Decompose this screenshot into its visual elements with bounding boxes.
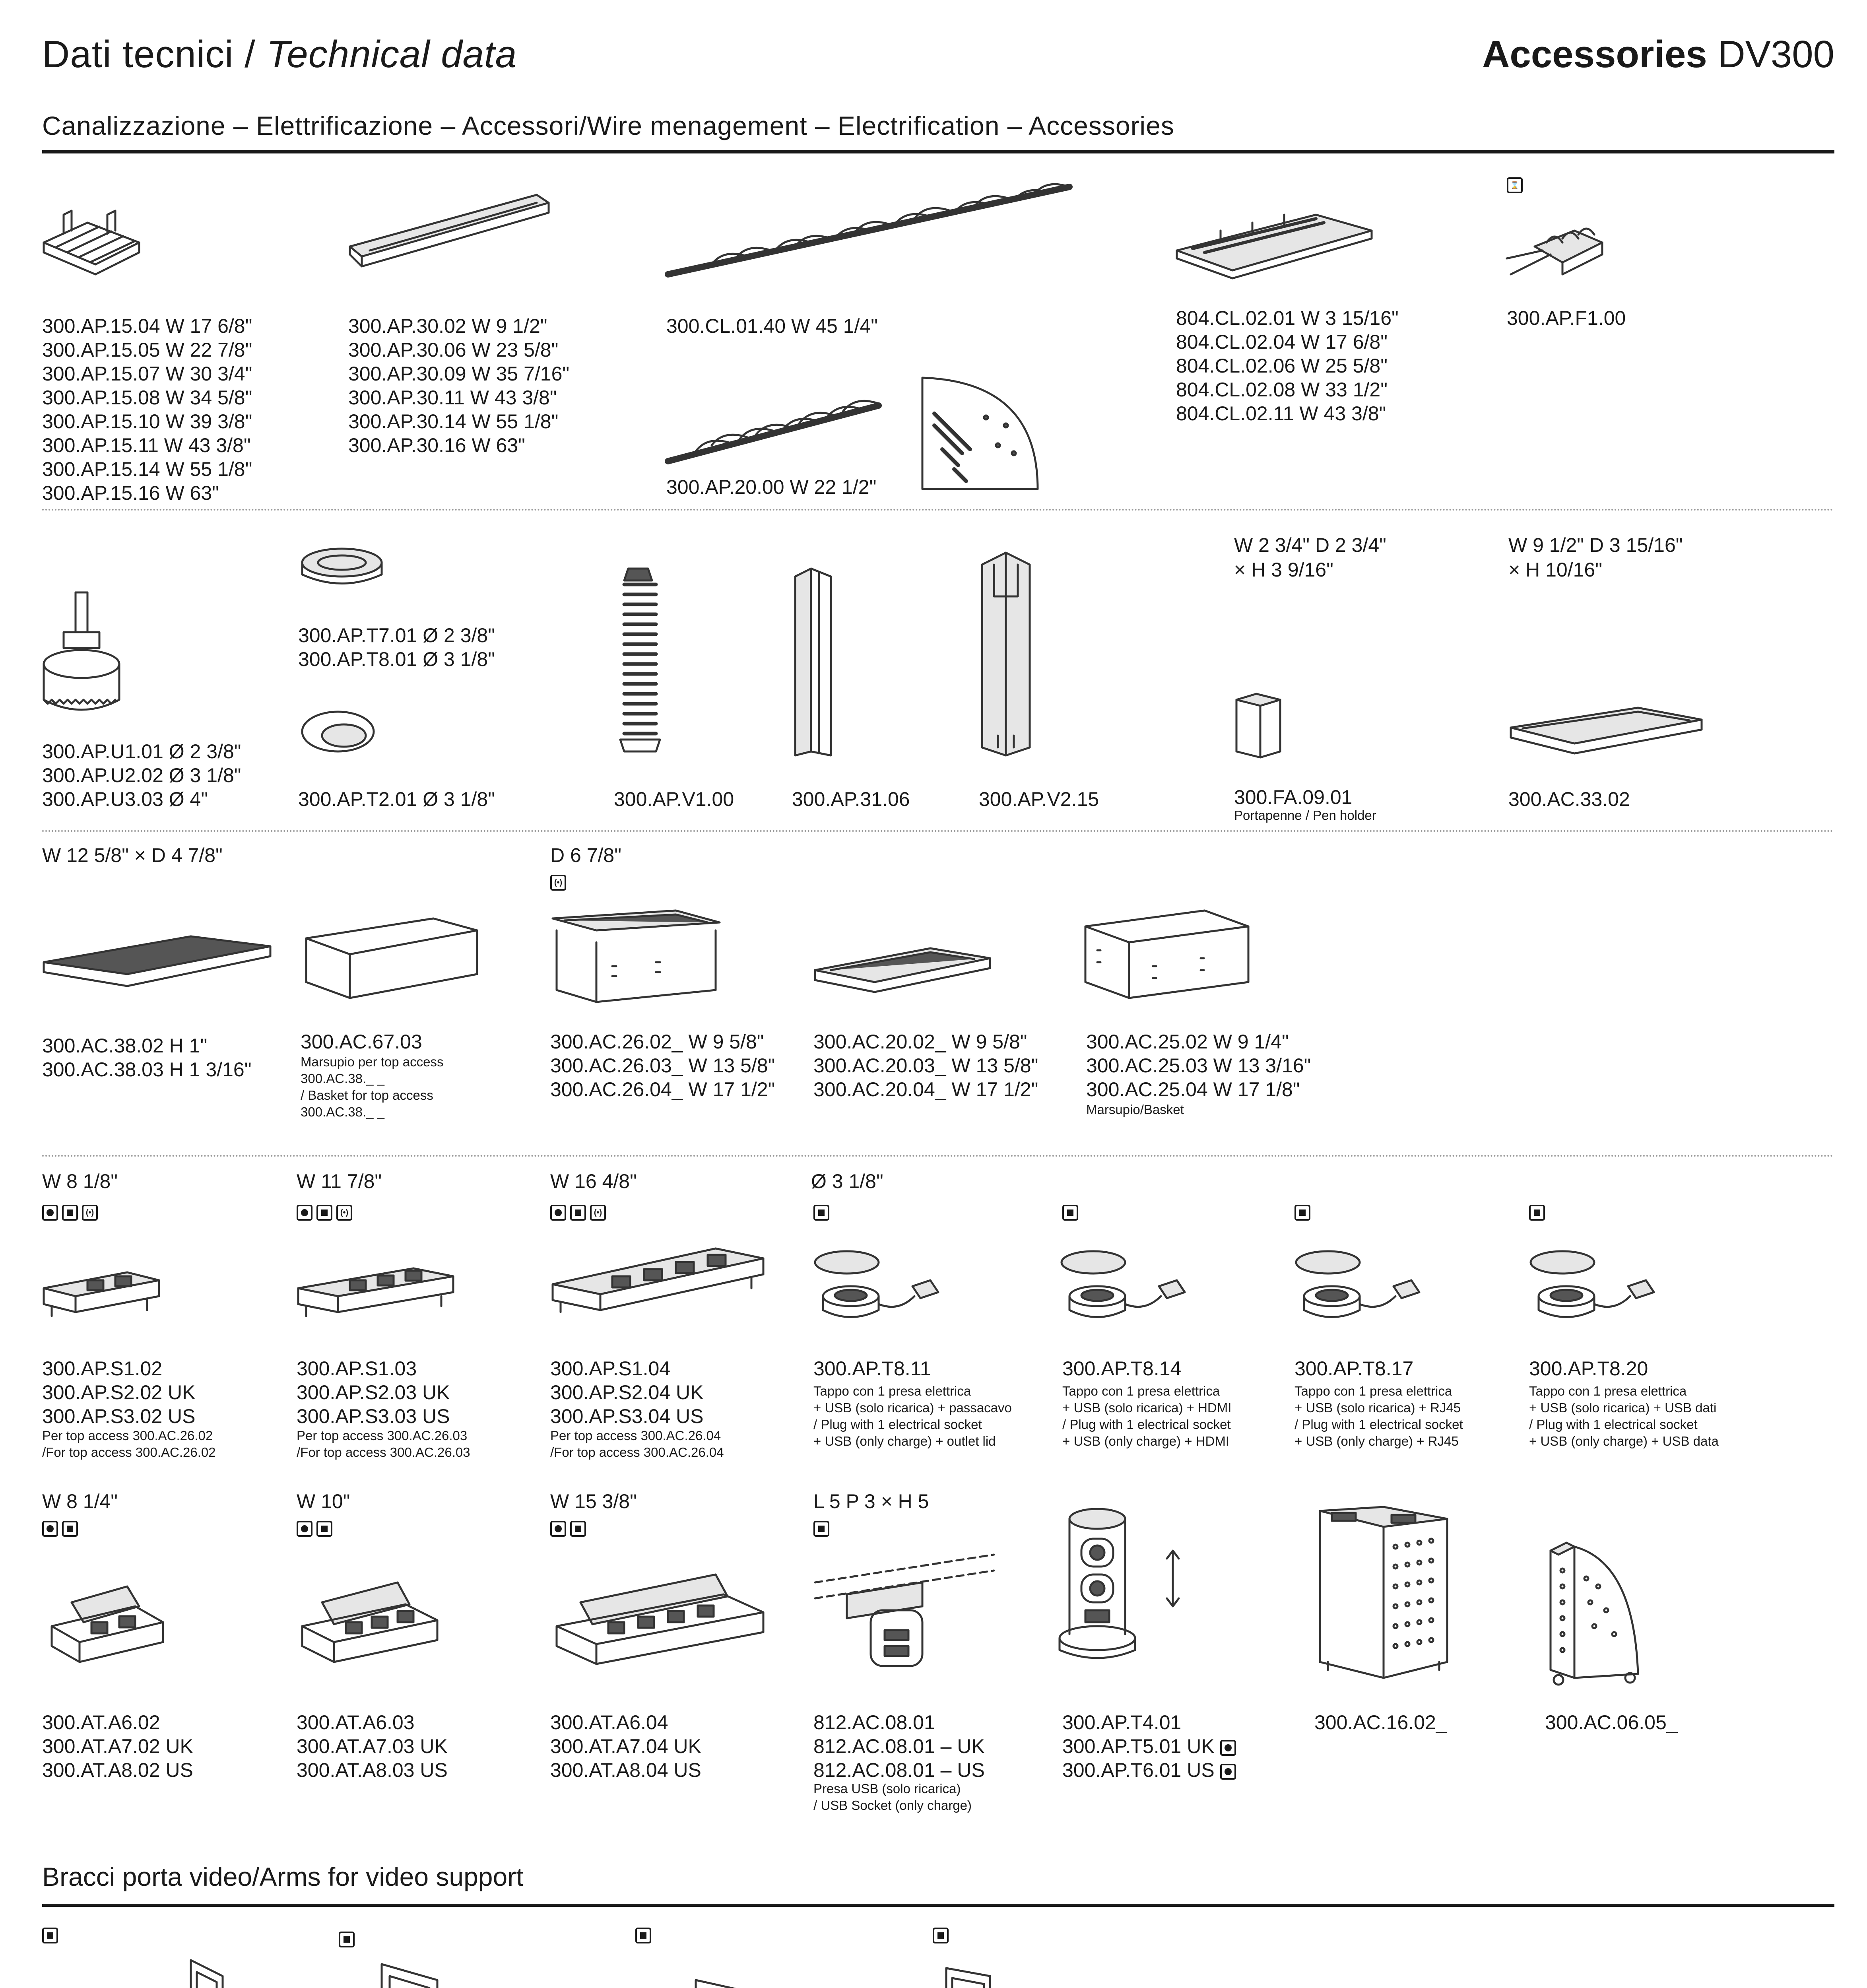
s1-description [42, 1427, 216, 1461]
clip-availability-icons [1507, 177, 1523, 193]
s1-desc-line: /For top access 300.AC.26.02 [42, 1445, 216, 1460]
a2-code: 300.AT.A7.03 UK [297, 1735, 448, 1757]
usb-socket-drawing [811, 1551, 1002, 1678]
grommet2-code: 300.AP.T2.01 Ø 3 1/8" [298, 788, 495, 810]
not-in-prompt-delivery-icon [316, 1205, 332, 1221]
t4-code: 300.AP.T8.20 [1529, 1357, 1648, 1380]
flip-up-box-a3-drawing [549, 1567, 771, 1670]
channel-code: 300.AP.30.09 W 35 7/16" [348, 363, 570, 385]
not-in-prompt-delivery-icon [316, 1521, 332, 1537]
cable-clip-drawing [1503, 223, 1606, 286]
flip-up-box-a1-drawing [44, 1578, 171, 1670]
not-in-prompt-delivery-icon [813, 1205, 829, 1221]
brand-regular: DV300 [1707, 33, 1834, 76]
clip-code: 300.AP.F1.00 [1507, 307, 1626, 329]
flip-up-box-a2-drawing [294, 1574, 445, 1670]
brand-title [1482, 33, 1834, 76]
s3-code-list [550, 1357, 703, 1428]
s2-code: 300.AP.S1.03 [297, 1357, 417, 1380]
t2-icons [1062, 1205, 1078, 1221]
topaccess-icons [550, 875, 566, 891]
row-divider [42, 1155, 1834, 1157]
pop-up-tower-drawing [1058, 1503, 1193, 1678]
dynamic-arm-drawing [40, 1952, 278, 1988]
profile-drawing [787, 565, 839, 759]
not-in-prompt-delivery-icon [62, 1521, 78, 1537]
tray-code-list [1176, 306, 1399, 425]
popup-code [1062, 1734, 1236, 1758]
popup-code: 300.AP.T4.01 [1062, 1711, 1182, 1734]
not-in-prompt-delivery-icon [1062, 1205, 1078, 1221]
marsupio-description: Marsupio/Basket [1086, 1102, 1184, 1117]
slotted-flap-drawing [40, 930, 278, 990]
not-in-prompt-delivery-icon [42, 1928, 58, 1943]
top-access-flat-drawing [811, 942, 994, 998]
marsupio-code: 300.AC.25.03 W 13 3/16" [1086, 1054, 1311, 1077]
cpu-holder-code: 300.AC.06.05_ [1545, 1711, 1678, 1734]
topaccess2-code: 300.AC.20.02_ W 9 5/8" [813, 1031, 1027, 1053]
row-divider [42, 830, 1834, 832]
basket-code: 300.AP.15.08 W 34 5/8" [42, 386, 252, 409]
a1-dimensions: W 8 1/4" [42, 1490, 118, 1512]
video-section-title: Bracci porta video/Arms for video support [42, 1862, 524, 1891]
a2-code: 300.AT.A6.03 [297, 1711, 415, 1734]
s3-description [550, 1427, 724, 1461]
channel-code-list [348, 314, 569, 457]
not-in-prompt-delivery-icon [933, 1928, 949, 1943]
s2-icons [297, 1205, 352, 1221]
penholder-code: 300.FA.09.01 [1234, 786, 1353, 808]
basket-code-list [42, 314, 252, 505]
drill-code-list [42, 740, 241, 811]
not-in-prompt-delivery-icon [813, 1521, 829, 1537]
grommet-code-list [298, 623, 495, 671]
s2-code: 300.AP.S2.03 UK [297, 1381, 450, 1404]
section-subtitle: Canalizzazione – Elettrificazione – Accessori/Wire menagement – Electrification – Accessories [42, 111, 1174, 140]
s2-dimensions: W 11 7/8" [297, 1170, 382, 1192]
t4-desc-line: + USB (only charge) + USB data [1529, 1434, 1719, 1448]
drill-code: 300.AP.U3.03 Ø 4" [42, 788, 208, 810]
s3-code: 300.AP.S1.04 [550, 1357, 671, 1380]
brand-bold: Accessories [1482, 33, 1707, 76]
t3-desc-line: + USB (solo ricarica) + RJ45 [1294, 1400, 1461, 1415]
on-demand-icon [550, 1205, 566, 1221]
basket-code: 300.AP.15.11 W 43 3/8" [42, 434, 251, 456]
chain2-code: 300.AP.20.00 W 22 1/2" [666, 476, 877, 498]
a1-code: 300.AT.A7.02 UK [42, 1735, 193, 1757]
marsupio-code: 300.AC.25.02 W 9 1/4" [1086, 1031, 1289, 1053]
basket-code: 300.AP.15.10 W 39 3/8" [42, 410, 252, 433]
v1-icons [42, 1928, 58, 1943]
drill-code: 300.AP.U1.01 Ø 2 3/8" [42, 740, 241, 763]
a3-code-list [550, 1710, 701, 1782]
t2-desc-line: + USB (only charge) + HDMI [1062, 1434, 1229, 1448]
basket-code: 300.AP.15.04 W 17 6/8" [42, 315, 252, 337]
basket-desc-line: 300.AC.38._ _ [301, 1071, 384, 1086]
column-drawing [974, 549, 1038, 759]
t3-icons [1294, 1205, 1310, 1221]
spine-code: 300.AP.V1.00 [614, 788, 734, 810]
header-rule [42, 150, 1834, 153]
signal-icon: (•) [590, 1205, 606, 1221]
basket-tray-drawing [302, 914, 485, 1002]
t3-desc-line: + USB (only charge) + RJ45 [1294, 1434, 1459, 1448]
popup-code-list [1062, 1710, 1236, 1782]
t3-desc-line: Tappo con 1 presa elettrica [1294, 1384, 1452, 1398]
basket-code: 300.AC.67.03 [301, 1031, 422, 1053]
not-in-prompt-delivery-icon [635, 1928, 651, 1943]
flap-code: 300.AC.33.02 [1508, 788, 1630, 810]
a2-icons [297, 1521, 332, 1537]
grommet-code: 300.AP.T7.01 Ø 2 3/8" [298, 624, 495, 646]
s1-dimensions: W 8 1/8" [42, 1170, 118, 1192]
usb-code: 812.AC.08.01 [813, 1711, 935, 1734]
cpu-holder-drawing [1543, 1539, 1646, 1690]
basket-code: 300.AP.15.14 W 55 1/8" [42, 458, 252, 480]
t1-desc-line: / Plug with 1 electrical socket [813, 1417, 982, 1432]
channel-code: 300.AP.30.14 W 55 1/8" [348, 410, 559, 433]
usb-desc-line: Presa USB (solo ricarica) [813, 1781, 961, 1796]
video-section-rule [42, 1904, 1834, 1907]
t3-description [1294, 1383, 1463, 1450]
signal-icon: (•) [336, 1205, 352, 1221]
topaccess-code-list [550, 1030, 775, 1101]
plug-t3-drawing [1292, 1248, 1435, 1328]
top-access-drawing [549, 907, 724, 1006]
a1-code: 300.AT.A6.02 [42, 1711, 160, 1734]
basket-code: 300.AP.15.05 W 22 7/8" [42, 339, 252, 361]
not-in-prompt-delivery-icon [1529, 1205, 1545, 1221]
a3-code: 300.AT.A6.04 [550, 1711, 668, 1734]
on-demand-icon [42, 1205, 58, 1221]
usb-dimensions: L 5 P 3 × H 5 [813, 1490, 929, 1512]
marsupio-code: 300.AC.25.04 W 17 1/8" [1086, 1078, 1300, 1101]
penholder-dimensions [1234, 533, 1386, 582]
flap2-code: 300.AC.38.03 H 1 3/16" [42, 1058, 252, 1081]
profile-code: 300.AP.31.06 [792, 788, 910, 810]
popup-code [1062, 1758, 1236, 1782]
t4-desc-line: / Plug with 1 electrical socket [1529, 1417, 1698, 1432]
t1-desc-line: + USB (solo ricarica) + passacavo [813, 1400, 1012, 1415]
t4-desc-line: + USB (solo ricarica) + USB dati [1529, 1400, 1717, 1415]
cable-channel-drawing [346, 187, 553, 274]
usb-code: 812.AC.08.01 – UK [813, 1735, 985, 1757]
s3-desc-line: Per top access 300.AC.26.04 [550, 1428, 721, 1443]
t2-desc-line: / Plug with 1 electrical socket [1062, 1417, 1231, 1432]
usb-description [813, 1780, 972, 1814]
t1-description [813, 1383, 1012, 1450]
tray-code: 804.CL.02.01 W 3 15/16" [1176, 307, 1399, 329]
on-demand-icon [1220, 1764, 1236, 1780]
topaccess-code: 300.AC.26.02_ W 9 5/8" [550, 1031, 764, 1053]
topaccess-code: 300.AC.26.03_ W 13 5/8" [550, 1054, 775, 1077]
not-in-prompt-delivery-icon [339, 1932, 355, 1947]
s3-code: 300.AP.S3.04 US [550, 1405, 704, 1427]
channel-code: 300.AP.30.16 W 63" [348, 434, 525, 456]
basket-desc-line: 300.AC.38._ _ [301, 1105, 384, 1119]
v4-icons [933, 1928, 949, 1943]
popup-code-text: 300.AP.T6.01 US [1062, 1759, 1215, 1781]
a3-code: 300.AT.A7.04 UK [550, 1735, 701, 1757]
t3-code: 300.AP.T8.17 [1294, 1357, 1414, 1380]
usb-code: 812.AC.08.01 – US [813, 1759, 985, 1781]
t2-description [1062, 1383, 1231, 1450]
flap2-code-list [42, 1034, 251, 1081]
basket-description [301, 1054, 444, 1120]
on-demand-icon [297, 1521, 312, 1537]
channel-code: 300.AP.30.02 W 9 1/2" [348, 315, 547, 337]
tray-code: 804.CL.02.11 W 43 3/8" [1176, 402, 1386, 425]
cable-chain-drawing [664, 179, 1085, 282]
t1-desc-line: + USB (only charge) + outlet lid [813, 1434, 996, 1448]
a2-dimensions: W 10" [297, 1490, 350, 1512]
signal-icon: (•) [82, 1205, 98, 1221]
t3-desc-line: / Plug with 1 electrical socket [1294, 1417, 1463, 1432]
basket-desc-line: Marsupio per top access [301, 1054, 444, 1069]
cabinet-code: 300.AC.16.02_ [1314, 1711, 1447, 1734]
marsupio-drawing [1081, 907, 1256, 1006]
on-demand-icon [42, 1521, 58, 1537]
channel-code: 300.AP.30.06 W 23 5/8" [348, 339, 559, 361]
basket-code: 300.AP.15.16 W 63" [42, 482, 219, 504]
not-in-prompt-delivery-icon [570, 1521, 586, 1537]
until-exhaustion-icon: ⌛ [1507, 177, 1523, 193]
on-demand-icon [1220, 1740, 1236, 1756]
v3-icons [635, 1928, 651, 1943]
drill-code: 300.AP.U2.02 Ø 3 1/8" [42, 764, 241, 786]
marsupio-code-list [1086, 1030, 1311, 1101]
s1-code: 300.AP.S3.02 US [42, 1405, 196, 1427]
s2-desc-line: Per top access 300.AC.26.03 [297, 1428, 468, 1443]
s1-code: 300.AP.S1.02 [42, 1357, 163, 1380]
pedestal-cabinet-drawing [1312, 1503, 1455, 1686]
pen-holder-drawing [1228, 688, 1288, 759]
plug-dimensions: Ø 3 1/8" [811, 1170, 883, 1192]
topaccess2-code: 300.AC.20.03_ W 13 5/8" [813, 1054, 1038, 1077]
on-demand-icon [297, 1205, 312, 1221]
a3-code: 300.AT.A8.04 US [550, 1759, 701, 1781]
flap2-code: 300.AC.38.02 H 1" [42, 1035, 208, 1057]
s2-description [297, 1427, 470, 1461]
signal-icon: (•) [550, 875, 566, 891]
not-in-prompt-delivery-icon [1294, 1205, 1310, 1221]
double-static-arm-drawing [930, 1956, 1177, 1988]
flap-dimensions [1508, 533, 1683, 582]
power-strip-s2-drawing [294, 1260, 461, 1324]
a1-code: 300.AT.A8.02 US [42, 1759, 193, 1781]
tray-code: 804.CL.02.04 W 17 6/8" [1176, 331, 1388, 353]
s1-code: 300.AP.S2.02 UK [42, 1381, 196, 1404]
t1-code: 300.AP.T8.11 [813, 1357, 931, 1380]
penholder-dim-line: × H 3 9/16" [1234, 559, 1333, 581]
cable-basket-drawing [40, 199, 143, 278]
tray-code: 804.CL.02.06 W 25 5/8" [1176, 355, 1388, 377]
title-regular: Dati tecnici / [42, 33, 267, 76]
flap2-dimensions: W 12 5/8" × D 4 7/8" [42, 844, 223, 866]
hole-drill-drawing [40, 588, 127, 724]
s3-icons [550, 1205, 606, 1221]
popup-code-text: 300.AP.T5.01 UK [1062, 1735, 1215, 1757]
usb-desc-line: / USB Socket (only charge) [813, 1798, 972, 1813]
plug-t2-drawing [1058, 1248, 1201, 1328]
a2-code: 300.AT.A8.03 US [297, 1759, 448, 1781]
chain-code: 300.CL.01.40 W 45 1/4" [666, 315, 878, 337]
not-in-prompt-delivery-icon [62, 1205, 78, 1221]
power-strip-s1-drawing [40, 1264, 167, 1324]
topaccess2-code: 300.AC.20.04_ W 17 1/2" [813, 1078, 1038, 1101]
flap-cover-drawing [1507, 704, 1706, 759]
basket-desc-line: / Basket for top access [301, 1088, 433, 1103]
s2-code-list [297, 1357, 450, 1428]
penholder-dim-line: W 2 3/4" D 2 3/4" [1234, 534, 1386, 556]
t2-code: 300.AP.T8.14 [1062, 1357, 1182, 1380]
s3-dimensions: W 16 4/8" [550, 1170, 637, 1192]
s1-icons [42, 1205, 98, 1221]
topaccess-code: 300.AC.26.04_ W 17 1/2" [550, 1078, 775, 1101]
corner-plate-drawing [918, 374, 1046, 493]
s3-desc-line: /For top access 300.AC.26.04 [550, 1445, 724, 1460]
t2-desc-line: + USB (solo ricarica) + HDMI [1062, 1400, 1232, 1415]
s3-code: 300.AP.S2.04 UK [550, 1381, 704, 1404]
tray-code: 804.CL.02.08 W 33 1/2" [1176, 379, 1388, 401]
static-arm-drawing [632, 1956, 871, 1988]
usb-icons [813, 1521, 829, 1537]
channel-code: 300.AP.30.11 W 43 3/8" [348, 386, 557, 409]
v2-icons [339, 1932, 355, 1947]
a1-code-list [42, 1710, 193, 1782]
penholder-description: Portapenne / Pen holder [1234, 808, 1376, 823]
not-in-prompt-delivery-icon [570, 1205, 586, 1221]
double-dynamic-arm-drawing [334, 1956, 580, 1988]
grommet-drawing [298, 545, 386, 592]
cable-tray-drawing [1173, 207, 1380, 278]
column-code: 300.AP.V2.15 [979, 788, 1099, 810]
page-title [42, 33, 517, 76]
a1-icons [42, 1521, 78, 1537]
flap-dim-line: × H 10/16" [1508, 559, 1602, 581]
t1-desc-line: Tappo con 1 presa elettrica [813, 1384, 971, 1398]
usb-code-list [813, 1710, 985, 1782]
t4-icons [1529, 1205, 1545, 1221]
a3-icons [550, 1521, 586, 1537]
power-strip-s3-drawing [549, 1241, 771, 1324]
cable-spine-drawing [612, 565, 668, 759]
on-demand-icon [550, 1521, 566, 1537]
plug-t4-drawing [1527, 1248, 1670, 1328]
a3-dimensions: W 15 3/8" [550, 1490, 637, 1512]
grommet-oval-drawing [298, 704, 378, 759]
s1-code-list [42, 1357, 195, 1428]
title-italic: Technical data [266, 33, 517, 76]
s1-desc-line: Per top access 300.AC.26.02 [42, 1428, 213, 1443]
s2-code: 300.AP.S3.03 US [297, 1405, 450, 1427]
basket-code: 300.AP.15.07 W 30 3/4" [42, 363, 252, 385]
grommet-code: 300.AP.T8.01 Ø 3 1/8" [298, 648, 495, 670]
t1-icons [813, 1205, 829, 1221]
cable-chain-short-drawing [664, 398, 887, 465]
flap-dim-line: W 9 1/2" D 3 15/16" [1508, 534, 1683, 556]
topaccess-dimensions: D 6 7/8" [550, 844, 621, 866]
topaccess2-code-list [813, 1030, 1038, 1101]
a2-code-list [297, 1710, 448, 1782]
s2-desc-line: /For top access 300.AC.26.03 [297, 1445, 470, 1460]
t4-description [1529, 1383, 1719, 1450]
t2-desc-line: Tappo con 1 presa elettrica [1062, 1384, 1220, 1398]
row-divider [42, 509, 1834, 511]
plug-t1-drawing [811, 1248, 954, 1328]
t4-desc-line: Tappo con 1 presa elettrica [1529, 1384, 1687, 1398]
